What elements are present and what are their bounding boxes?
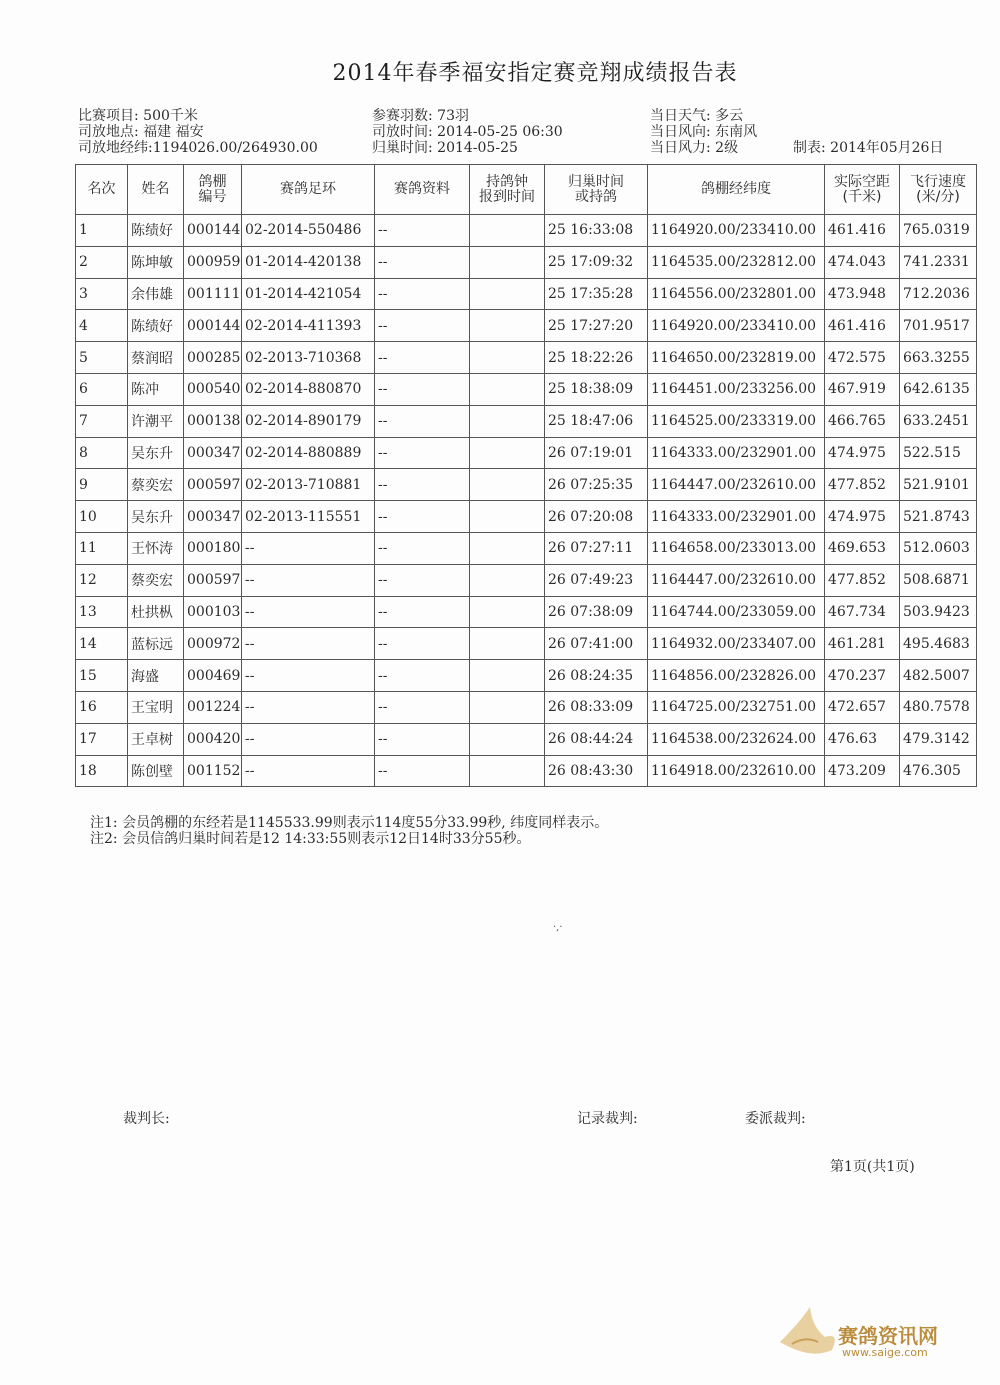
pigeon-info-cell: -- xyxy=(375,373,470,405)
loft-coords-cell: 1164856.00/232826.00 xyxy=(648,660,825,692)
pigeon-info-cell: -- xyxy=(375,469,470,501)
column-header xyxy=(76,165,128,215)
clock-time-cell xyxy=(470,373,545,405)
ring-cell: -- xyxy=(242,660,375,692)
distance-cell: 473.948 xyxy=(825,278,900,310)
loft-coords-cell: 1164556.00/232801.00 xyxy=(648,278,825,310)
return-time-cell: 26 07:25:35 xyxy=(545,469,648,501)
table-header-row xyxy=(76,165,977,215)
column-header-text: 姓名 xyxy=(141,181,170,197)
speed-cell: 701.9517 xyxy=(900,310,977,342)
ring-cell: 02-2014-880870 xyxy=(242,373,375,405)
meta-race-item: 比赛项目: 500千米 xyxy=(78,108,198,124)
loft-coords-cell: 1164932.00/233407.00 xyxy=(648,628,825,660)
speed-cell: 522.515 xyxy=(900,437,977,469)
table-row xyxy=(76,437,977,469)
distance-cell: 474.975 xyxy=(825,437,900,469)
column-header-text: 名次 xyxy=(87,181,116,197)
loft-id-cell: 000597 xyxy=(184,469,242,501)
table-row xyxy=(76,660,977,692)
loft-coords-cell: 1164538.00/232624.00 xyxy=(648,723,825,755)
table-row xyxy=(76,596,977,628)
clock-time-cell xyxy=(470,405,545,437)
loft-id-cell: 000540 xyxy=(184,373,242,405)
ring-cell: 02-2013-710368 xyxy=(242,342,375,374)
ring-cell: 02-2014-890179 xyxy=(242,405,375,437)
table-row xyxy=(76,628,977,660)
name-cell: 杜拱枞 xyxy=(128,596,184,628)
note-1: 注1: 会员鸽棚的东经若是1145533.99则表示114度55分33.99秒, 纬度同样表示。 xyxy=(90,815,609,831)
pigeon-info-cell: -- xyxy=(375,755,470,787)
loft-id-cell: 000144 xyxy=(184,310,242,342)
table-row xyxy=(76,755,977,787)
name-cell: 海盛 xyxy=(128,660,184,692)
speed-cell: 503.9423 xyxy=(900,596,977,628)
speed-cell: 521.9101 xyxy=(900,469,977,501)
distance-cell: 472.657 xyxy=(825,691,900,723)
pigeon-info-cell: -- xyxy=(375,405,470,437)
name-cell: 蔡润昭 xyxy=(128,342,184,374)
loft-coords-cell: 1164920.00/233410.00 xyxy=(648,215,825,247)
table-row xyxy=(76,310,977,342)
clock-time-cell xyxy=(470,437,545,469)
name-cell: 陈绩好 xyxy=(128,215,184,247)
clock-time-cell xyxy=(470,342,545,374)
clock-time-cell xyxy=(470,278,545,310)
ring-cell: -- xyxy=(242,691,375,723)
speed-cell: 508.6871 xyxy=(900,564,977,596)
distance-cell: 467.734 xyxy=(825,596,900,628)
loft-coords-cell: 1164333.00/232901.00 xyxy=(648,437,825,469)
ring-cell: 02-2014-550486 xyxy=(242,215,375,247)
clock-time-cell xyxy=(470,755,545,787)
notes xyxy=(90,815,608,847)
pigeon-info-cell: -- xyxy=(375,246,470,278)
pigeon-info-cell: -- xyxy=(375,342,470,374)
name-cell: 余伟雄 xyxy=(128,278,184,310)
distance-cell: 472.575 xyxy=(825,342,900,374)
speed-cell: 712.2036 xyxy=(900,278,977,310)
ring-cell: -- xyxy=(242,564,375,596)
loft-coords-cell: 1164918.00/232610.00 xyxy=(648,755,825,787)
loft-coords-cell: 1164447.00/232610.00 xyxy=(648,564,825,596)
name-cell: 蔡奕宏 xyxy=(128,469,184,501)
clock-time-cell xyxy=(470,215,545,247)
return-time-cell: 26 07:20:08 xyxy=(545,501,648,533)
meta-release-coords: 司放地经纬:1194026.00/264930.00 xyxy=(78,140,318,156)
page-number: 第1页(共1页) xyxy=(830,1159,915,1175)
pigeon-info-cell: -- xyxy=(375,564,470,596)
delegate-judge-label: 委派裁判: xyxy=(745,1111,806,1127)
column-header-text: 持鸽钟 xyxy=(486,173,528,190)
column-header xyxy=(184,165,242,215)
loft-id-cell: 000959 xyxy=(184,246,242,278)
meta-wind-direction: 当日风向: 东南风 xyxy=(650,124,758,140)
distance-cell: 470.237 xyxy=(825,660,900,692)
distance-cell: 467.919 xyxy=(825,373,900,405)
column-header xyxy=(375,165,470,215)
rank-cell: 4 xyxy=(76,310,128,342)
rank-cell: 10 xyxy=(76,501,128,533)
return-time-cell: 26 07:27:11 xyxy=(545,532,648,564)
report-title: 2014年春季福安指定赛竞翔成绩报告表 xyxy=(332,61,738,86)
rank-cell: 9 xyxy=(76,469,128,501)
rank-cell: 11 xyxy=(76,532,128,564)
rank-cell: 13 xyxy=(76,596,128,628)
loft-id-cell: 001152 xyxy=(184,755,242,787)
name-cell: 王卓树 xyxy=(128,723,184,755)
name-cell: 许潮平 xyxy=(128,405,184,437)
speed-cell: 633.2451 xyxy=(900,405,977,437)
rank-cell: 3 xyxy=(76,278,128,310)
distance-cell: 474.043 xyxy=(825,246,900,278)
name-cell: 吴东升 xyxy=(128,437,184,469)
pigeon-info-cell: -- xyxy=(375,501,470,533)
distance-cell: 466.765 xyxy=(825,405,900,437)
meta-entries: 参赛羽数: 73羽 xyxy=(372,108,469,124)
name-cell: 王宝明 xyxy=(128,691,184,723)
speed-cell: 495.4683 xyxy=(900,628,977,660)
loft-id-cell: 000138 xyxy=(184,405,242,437)
pigeon-info-cell: -- xyxy=(375,596,470,628)
return-time-cell: 26 08:24:35 xyxy=(545,660,648,692)
pigeon-info-cell: -- xyxy=(375,723,470,755)
table-row xyxy=(76,723,977,755)
return-time-cell: 25 16:33:08 xyxy=(545,215,648,247)
loft-id-cell: 000180 xyxy=(184,532,242,564)
table-row xyxy=(76,278,977,310)
meta-release-place: 司放地点: 福建 福安 xyxy=(78,124,204,140)
clock-time-cell xyxy=(470,628,545,660)
pigeon-info-cell: -- xyxy=(375,215,470,247)
rank-cell: 16 xyxy=(76,691,128,723)
table-row xyxy=(76,215,977,247)
table-row xyxy=(76,501,977,533)
column-header xyxy=(128,165,184,215)
table-row xyxy=(76,373,977,405)
return-time-cell: 26 07:41:00 xyxy=(545,628,648,660)
meta-made-date: 制表: 2014年05月26日 xyxy=(793,140,944,156)
clock-time-cell xyxy=(470,501,545,533)
loft-coords-cell: 1164920.00/233410.00 xyxy=(648,310,825,342)
column-header-text: 归巢时间 xyxy=(568,173,624,190)
watermark-site-name: 赛鸽资讯网 xyxy=(838,1324,938,1348)
scan-specks: ·,· xyxy=(553,922,563,933)
table-row xyxy=(76,532,977,564)
column-header-text: 飞行速度 xyxy=(910,173,966,190)
table-body xyxy=(76,215,977,787)
clock-time-cell xyxy=(470,564,545,596)
speed-cell: 512.0603 xyxy=(900,532,977,564)
rank-cell: 8 xyxy=(76,437,128,469)
table-row xyxy=(76,342,977,374)
column-header-text: 鸽棚经纬度 xyxy=(701,181,771,197)
pigeon-info-cell: -- xyxy=(375,437,470,469)
column-header-text: 赛鸽足环 xyxy=(280,181,336,197)
return-time-cell: 25 18:22:26 xyxy=(545,342,648,374)
speed-cell: 479.3142 xyxy=(900,723,977,755)
loft-coords-cell: 1164725.00/232751.00 xyxy=(648,691,825,723)
name-cell: 陈绩好 xyxy=(128,310,184,342)
rank-cell: 17 xyxy=(76,723,128,755)
column-header xyxy=(900,165,977,215)
return-time-cell: 26 08:44:24 xyxy=(545,723,648,755)
speed-cell: 480.7578 xyxy=(900,691,977,723)
speed-cell: 476.305 xyxy=(900,755,977,787)
column-header-text: 报到时间 xyxy=(479,188,535,205)
loft-id-cell: 000469 xyxy=(184,660,242,692)
table-row xyxy=(76,691,977,723)
watermark-site-url: www.saige.com xyxy=(842,1346,928,1359)
chief-judge-label: 裁判长: xyxy=(123,1111,170,1127)
note-2: 注2: 会员信鸽归巢时间若是12 14:33:55则表示12日14时33分55秒。 xyxy=(90,831,531,847)
ring-cell: 02-2013-115551 xyxy=(242,501,375,533)
clock-time-cell xyxy=(470,246,545,278)
column-header xyxy=(648,165,825,215)
distance-cell: 461.416 xyxy=(825,215,900,247)
return-time-cell: 25 18:47:06 xyxy=(545,405,648,437)
speed-cell: 521.8743 xyxy=(900,501,977,533)
rank-cell: 14 xyxy=(76,628,128,660)
distance-cell: 461.281 xyxy=(825,628,900,660)
ring-cell: -- xyxy=(242,755,375,787)
loft-coords-cell: 1164650.00/232819.00 xyxy=(648,342,825,374)
ring-cell: 02-2014-411393 xyxy=(242,310,375,342)
meta-return-time: 归巢时间: 2014-05-25 xyxy=(372,140,518,156)
name-cell: 蓝标远 xyxy=(128,628,184,660)
ring-cell: -- xyxy=(242,628,375,660)
distance-cell: 476.63 xyxy=(825,723,900,755)
column-header-text: 或持鸽 xyxy=(575,188,617,205)
pigeon-info-cell: -- xyxy=(375,310,470,342)
loft-id-cell: 001111 xyxy=(184,278,242,310)
rank-cell: 18 xyxy=(76,755,128,787)
pigeon-info-cell: -- xyxy=(375,660,470,692)
rank-cell: 12 xyxy=(76,564,128,596)
loft-id-cell: 000347 xyxy=(184,501,242,533)
column-header-text: (千米) xyxy=(842,188,882,205)
clock-time-cell xyxy=(470,691,545,723)
column-header xyxy=(825,165,900,215)
rank-cell: 2 xyxy=(76,246,128,278)
column-header-text: 实际空距 xyxy=(834,173,890,190)
column-header-text: 赛鸽资料 xyxy=(394,181,450,197)
return-time-cell: 26 07:19:01 xyxy=(545,437,648,469)
ring-cell: 01-2014-420138 xyxy=(242,246,375,278)
speed-cell: 642.6135 xyxy=(900,373,977,405)
distance-cell: 474.975 xyxy=(825,501,900,533)
meta-release-time: 司放时间: 2014-05-25 06:30 xyxy=(372,124,563,140)
rank-cell: 5 xyxy=(76,342,128,374)
clock-time-cell xyxy=(470,660,545,692)
loft-id-cell: 000285 xyxy=(184,342,242,374)
loft-coords-cell: 1164333.00/232901.00 xyxy=(648,501,825,533)
name-cell: 蔡奕宏 xyxy=(128,564,184,596)
return-time-cell: 25 17:35:28 xyxy=(545,278,648,310)
loft-coords-cell: 1164447.00/232610.00 xyxy=(648,469,825,501)
table-row xyxy=(76,564,977,596)
return-time-cell: 26 08:33:09 xyxy=(545,691,648,723)
column-header-text: 鸽棚 xyxy=(198,173,227,190)
column-header-text: (米/分) xyxy=(916,188,960,205)
clock-time-cell xyxy=(470,723,545,755)
speed-cell: 741.2331 xyxy=(900,246,977,278)
loft-id-cell: 000597 xyxy=(184,564,242,596)
meta-weather: 当日天气: 多云 xyxy=(650,108,744,124)
return-time-cell: 25 18:38:09 xyxy=(545,373,648,405)
rank-cell: 6 xyxy=(76,373,128,405)
loft-id-cell: 000420 xyxy=(184,723,242,755)
return-time-cell: 25 17:09:32 xyxy=(545,246,648,278)
name-cell: 陈冲 xyxy=(128,373,184,405)
speed-cell: 482.5007 xyxy=(900,660,977,692)
distance-cell: 477.852 xyxy=(825,469,900,501)
loft-id-cell: 000103 xyxy=(184,596,242,628)
distance-cell: 477.852 xyxy=(825,564,900,596)
loft-coords-cell: 1164451.00/233256.00 xyxy=(648,373,825,405)
name-cell: 王怀涛 xyxy=(128,532,184,564)
distance-cell: 473.209 xyxy=(825,755,900,787)
speed-cell: 663.3255 xyxy=(900,342,977,374)
return-time-cell: 26 07:38:09 xyxy=(545,596,648,628)
loft-id-cell: 000144 xyxy=(184,215,242,247)
column-header xyxy=(545,165,648,215)
clock-time-cell xyxy=(470,310,545,342)
loft-id-cell: 000347 xyxy=(184,437,242,469)
rank-cell: 7 xyxy=(76,405,128,437)
ring-cell: 02-2013-710881 xyxy=(242,469,375,501)
distance-cell: 461.416 xyxy=(825,310,900,342)
meta-column-1 xyxy=(78,108,318,156)
name-cell: 陈坤敏 xyxy=(128,246,184,278)
ring-cell: 01-2014-421054 xyxy=(242,278,375,310)
pigeon-info-cell: -- xyxy=(375,691,470,723)
return-time-cell: 26 08:43:30 xyxy=(545,755,648,787)
clock-time-cell xyxy=(470,469,545,501)
return-time-cell: 25 17:27:20 xyxy=(545,310,648,342)
table-row xyxy=(76,246,977,278)
pigeon-info-cell: -- xyxy=(375,532,470,564)
rank-cell: 1 xyxy=(76,215,128,247)
table-row xyxy=(76,405,977,437)
name-cell: 陈创壁 xyxy=(128,755,184,787)
loft-coords-cell: 1164744.00/233059.00 xyxy=(648,596,825,628)
clock-time-cell xyxy=(470,596,545,628)
speed-cell: 765.0319 xyxy=(900,215,977,247)
loft-coords-cell: 1164658.00/233013.00 xyxy=(648,532,825,564)
name-cell: 吴东升 xyxy=(128,501,184,533)
column-header xyxy=(470,165,545,215)
pigeon-info-cell: -- xyxy=(375,628,470,660)
table-row xyxy=(76,469,977,501)
loft-id-cell: 000972 xyxy=(184,628,242,660)
pigeon-info-cell: -- xyxy=(375,278,470,310)
ring-cell: 02-2014-880889 xyxy=(242,437,375,469)
loft-coords-cell: 1164535.00/232812.00 xyxy=(648,246,825,278)
column-header-text: 编号 xyxy=(198,188,227,205)
meta-column-2 xyxy=(372,108,563,156)
ring-cell: -- xyxy=(242,723,375,755)
loft-coords-cell: 1164525.00/233319.00 xyxy=(648,405,825,437)
column-header xyxy=(242,165,375,215)
recorder-judge-label: 记录裁判: xyxy=(577,1111,638,1127)
rank-cell: 15 xyxy=(76,660,128,692)
return-time-cell: 26 07:49:23 xyxy=(545,564,648,596)
results-table xyxy=(75,164,977,787)
meta-column-3 xyxy=(650,108,757,156)
loft-id-cell: 001224 xyxy=(184,691,242,723)
distance-cell: 469.653 xyxy=(825,532,900,564)
meta-wind-force: 当日风力: 2级 xyxy=(650,140,739,156)
ring-cell: -- xyxy=(242,532,375,564)
clock-time-cell xyxy=(470,532,545,564)
ring-cell: -- xyxy=(242,596,375,628)
